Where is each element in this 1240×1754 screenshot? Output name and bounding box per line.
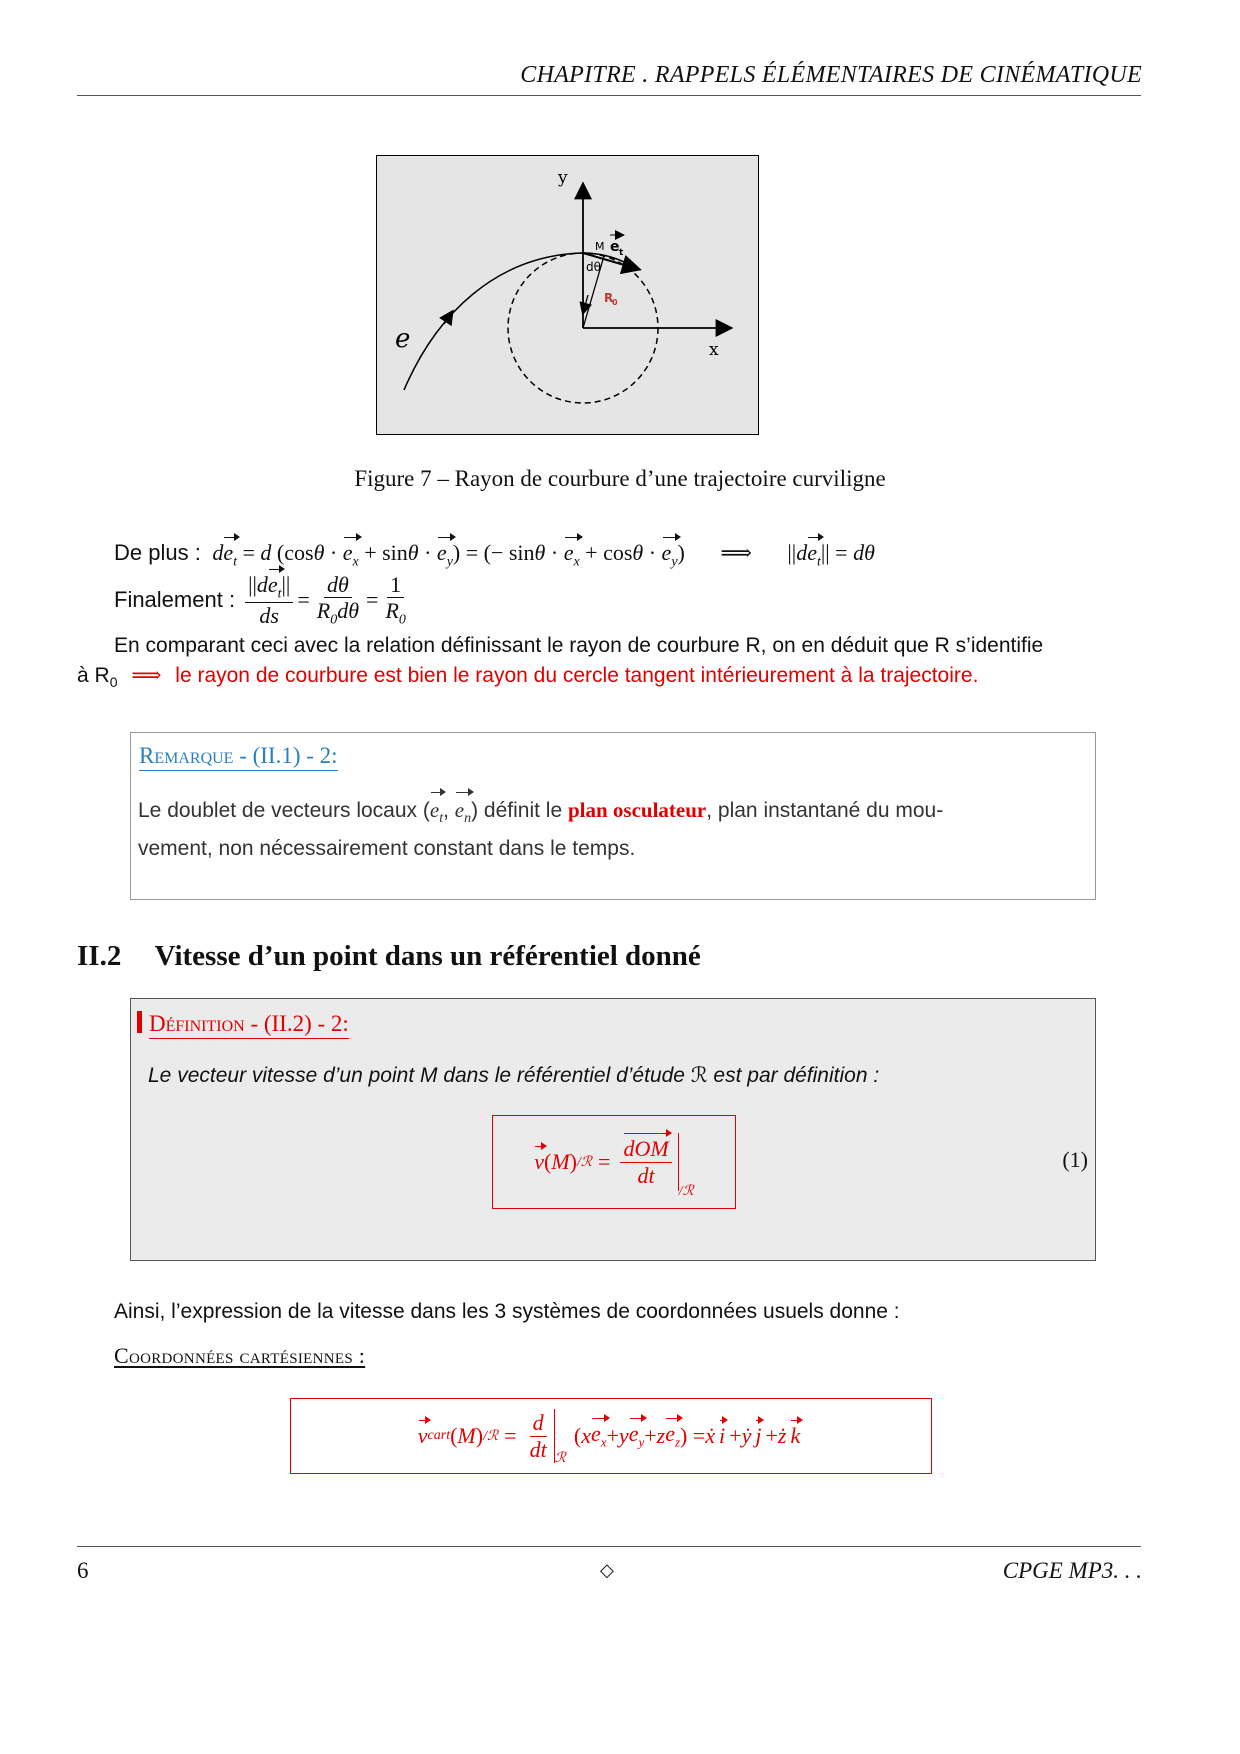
definition-text: Le vecteur vitesse d’un point M dans le référentiel d’étude ℛ est par définition : (148, 1064, 880, 1087)
remark-text-before: Le doublet de vecteurs locaux ( (138, 799, 430, 822)
remark-title: Remarque - (II.1) - 2: (139, 743, 338, 771)
conclusion-red-text: le rayon de courbure est bien le rayon du cercle tangent intérieurement à la trajectoire. (175, 664, 979, 687)
tangent-sub: t (619, 248, 624, 258)
curve-label: e (395, 324, 411, 354)
header-rule (77, 95, 1141, 96)
figure-caption: Figure 7 – Rayon de courbure d’une trajectoire curviligne (354, 466, 886, 491)
tangent-label: e (610, 239, 620, 255)
comparison-text: En comparant ceci avec la relation définissant le rayon de courbure R, on en déduit que R s’identifie (114, 634, 1044, 657)
cartesian-velocity-equation: v cart ( M ) /ℛ = $\frac{d}{dt}$ $_ℛ$ ( x $e_x$ + y $e_y$ + z $e_z$ ) = ẋ i + ẏ j + ż k (290, 1398, 932, 1474)
remark-box (130, 732, 1096, 900)
figure-frame (376, 155, 759, 435)
footer-diamond: ◇ (600, 1560, 614, 1580)
equation-finalement: Finalement : $\frac{||de_t||}{ds}$ = $\frac{d\theta}{R_0d\theta}$ = $\frac{1}{R_0}$ (114, 572, 406, 629)
conclusion-prefix: à R (77, 664, 110, 687)
trajectory-arrow (444, 312, 452, 324)
cartesian-subheading: Coordonnées cartésiennes : (114, 1343, 366, 1368)
remark-text: Le doublet de vecteurs locaux ($e_t$, $e_n$) définit le plan osculateur, plan instantané du mou- vement, non nécessairement constant dans le temps. (138, 795, 1087, 864)
de-plus-label: De plus : (114, 540, 201, 565)
finalement-label: Finalement : (114, 587, 236, 613)
equation-number: (1) (1062, 1147, 1088, 1172)
definition-box (130, 998, 1096, 1261)
remark-text-mid: ) définit le (471, 799, 563, 822)
conclusion-sub: 0 (109, 674, 118, 691)
conclusion-line (77, 663, 978, 690)
radius-label: R (604, 291, 614, 305)
x-label: x (709, 340, 719, 360)
section-number: II.2 (77, 940, 122, 972)
plan-osculateur: plan osculateur (567, 798, 707, 822)
implies-arrow: ⟹ (131, 663, 162, 687)
velocity-definition-equation: v ( M ) /ℛ = $\frac{\text{dOM}}{dt}$ $_{/ℛ}$ (492, 1115, 736, 1209)
point-label: M (595, 240, 605, 253)
definition-marker (137, 1011, 142, 1033)
definition-title: Définition - (II.2) - 2: (149, 1011, 349, 1039)
curvature-diagram (376, 155, 759, 435)
page-number: 6 (77, 1558, 89, 1583)
section-heading (77, 940, 701, 973)
radius-sub: 0 (612, 298, 618, 307)
remark-text-line2: vement, non nécessairement constant dans le temps. (138, 837, 636, 861)
expression-text: Ainsi, l’expression de la vitesse dans les 3 systèmes de coordonnées usuels donne : (114, 1300, 900, 1323)
equation-derivative: De plus : $de_t = d$ $(\cos\theta \cdot e_x + \sin\theta \cdot e_y)$ = (− $\sin\theta \cdot e_x + \cos\theta \cdot e_y$) ⟹ $||de_t|| = d\theta$ (114, 540, 875, 570)
running-header: CHAPITRE . RAPPELS ÉLÉMENTAIRES DE CINÉMATIQUE (520, 62, 1142, 88)
footer-right: CPGE MP3. . . (1002, 1558, 1142, 1583)
remark-text-after: , plan instantané du mou- (706, 799, 944, 822)
y-label: y (558, 168, 568, 188)
section-title: Vitesse d’un point dans un référentiel donné (154, 940, 701, 972)
footer-rule (77, 1546, 1141, 1547)
angle-label: dθ (586, 260, 601, 274)
